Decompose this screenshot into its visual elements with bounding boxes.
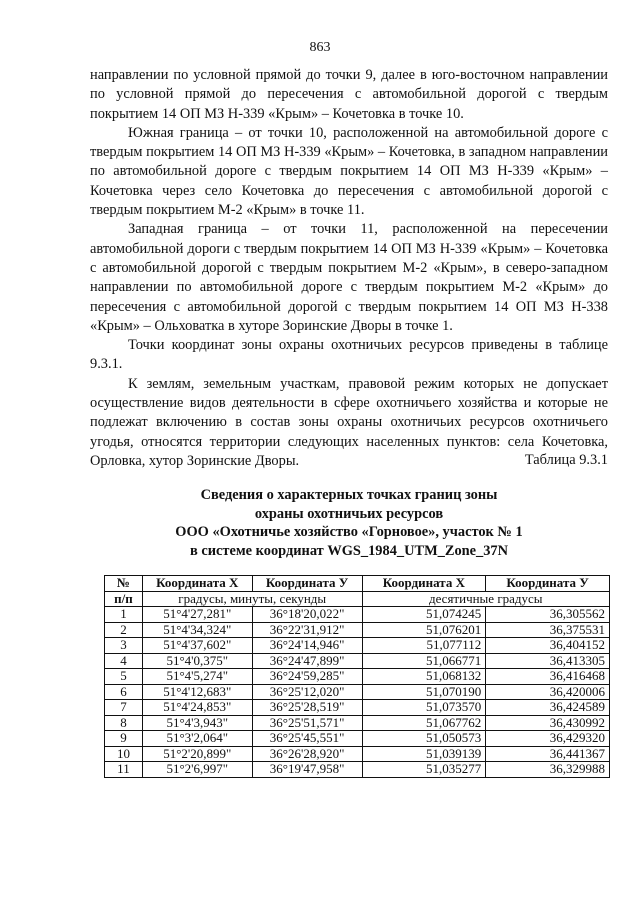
row-number: 6 <box>105 684 143 700</box>
header-y-dec: Координата У <box>486 576 610 592</box>
paragraph: Южная граница – от точки 10, расположенной на автомобильной дороге с твердым покрытием 14 ОП МЗ Н-339 «Крым» – Кочетовка, в западном направлении по автомобильной дороге с твердым покрытием 14 ОП МЗ Н-339 «Крым» – Кочетовка через село Кочетовка до пересечения с автомобильной дорогой с твердым покрытием М-2 «Крым» в точке 11. <box>90 124 608 219</box>
cell-x-dms: 51°2'20,899" <box>142 746 252 762</box>
table-body <box>105 607 610 778</box>
table-title-line: ООО «Охотничье хозяйство «Горновое», участок № 1 <box>175 524 523 540</box>
cell-x-dms: 51°3'2,064" <box>142 731 252 747</box>
cell-x-dms: 51°4'24,853" <box>142 700 252 716</box>
cell-y-dms: 36°18'20,022" <box>252 607 362 623</box>
row-number: 2 <box>105 622 143 638</box>
cell-x-dec: 51,077112 <box>362 638 486 654</box>
cell-y-dms: 36°25'51,571" <box>252 715 362 731</box>
header-x-dec: Координата X <box>362 576 486 592</box>
table-header-row <box>105 576 610 592</box>
row-number: 5 <box>105 669 143 685</box>
table-row <box>105 653 610 669</box>
coordinates-table <box>104 575 610 778</box>
subheader-dms: градусы, минуты, секунды <box>142 591 362 607</box>
cell-y-dec: 36,404152 <box>486 638 610 654</box>
body-text <box>90 66 608 471</box>
cell-x-dms: 51°4'3,943" <box>142 715 252 731</box>
header-y-dms: Координата У <box>252 576 362 592</box>
table-label: Таблица 9.3.1 <box>524 452 608 468</box>
cell-y-dms: 36°26'28,920" <box>252 746 362 762</box>
row-number: 7 <box>105 700 143 716</box>
cell-y-dec: 36,429320 <box>486 731 610 747</box>
subheader-dec: десятичные градусы <box>362 591 609 607</box>
page-number: 863 <box>309 40 331 55</box>
cell-y-dec: 36,413305 <box>486 653 610 669</box>
table-row <box>105 762 610 778</box>
table-row <box>105 622 610 638</box>
cell-x-dms: 51°4'37,602" <box>142 638 252 654</box>
table-row <box>105 700 610 716</box>
row-number: 11 <box>105 762 143 778</box>
cell-y-dms: 36°25'28,519" <box>252 700 362 716</box>
cell-y-dec: 36,329988 <box>486 762 610 778</box>
cell-y-dms: 36°25'45,551" <box>252 731 362 747</box>
cell-x-dec: 51,035277 <box>362 762 486 778</box>
cell-x-dec: 51,068132 <box>362 669 486 685</box>
row-number: 4 <box>105 653 143 669</box>
cell-x-dec: 51,039139 <box>362 746 486 762</box>
cell-y-dms: 36°24'47,899" <box>252 653 362 669</box>
row-number: 9 <box>105 731 143 747</box>
cell-y-dec: 36,375531 <box>486 622 610 638</box>
cell-y-dms: 36°25'12,020" <box>252 684 362 700</box>
cell-y-dms: 36°22'31,912" <box>252 622 362 638</box>
cell-y-dms: 36°24'14,946" <box>252 638 362 654</box>
cell-x-dec: 51,073570 <box>362 700 486 716</box>
cell-x-dms: 51°4'34,324" <box>142 622 252 638</box>
cell-y-dec: 36,424589 <box>486 700 610 716</box>
header-x-dms: Координата X <box>142 576 252 592</box>
cell-x-dec: 51,050573 <box>362 731 486 747</box>
cell-y-dms: 36°19'47,958" <box>252 762 362 778</box>
table-row <box>105 746 610 762</box>
cell-x-dms: 51°2'6,997" <box>142 762 252 778</box>
row-number: 3 <box>105 638 143 654</box>
row-number: 8 <box>105 715 143 731</box>
row-number: 1 <box>105 607 143 623</box>
cell-y-dms: 36°24'59,285" <box>252 669 362 685</box>
cell-y-dec: 36,441367 <box>486 746 610 762</box>
cell-x-dec: 51,074245 <box>362 607 486 623</box>
table-row <box>105 715 610 731</box>
cell-y-dec: 36,430992 <box>486 715 610 731</box>
cell-x-dec: 51,066771 <box>362 653 486 669</box>
table-row <box>105 669 610 685</box>
cell-y-dec: 36,416468 <box>486 669 610 685</box>
cell-x-dms: 51°4'0,375" <box>142 653 252 669</box>
header-number: № <box>105 576 143 592</box>
paragraph: направлении по условной прямой до точки 9, далее в юго-восточном направлении по условной прямой до пересечения с автомобильной дорогой с твердым покрытием 14 ОП МЗ Н-339 «Крым» – Кочетовка в точке 10. <box>90 67 608 122</box>
cell-x-dec: 51,067762 <box>362 715 486 731</box>
table-title-line: Сведения о характерных точках границ зоны <box>200 487 498 503</box>
paragraph: Точки координат зоны охраны охотничьих ресурсов приведены в таблице 9.3.1. <box>90 337 608 373</box>
table-row <box>105 638 610 654</box>
cell-x-dec: 51,070190 <box>362 684 486 700</box>
cell-y-dec: 36,305562 <box>486 607 610 623</box>
table-row <box>105 684 610 700</box>
table-title-line: охраны охотничьих ресурсов <box>254 505 444 522</box>
cell-x-dms: 51°4'27,281" <box>142 607 252 623</box>
cell-x-dec: 51,076201 <box>362 622 486 638</box>
table-row <box>105 731 610 747</box>
paragraph: К землям, земельным участкам, правовой режим которых не допускает осуществление видов деятельности в сфере охотничьего хозяйства и которые не подлежат включению в состав зоны охраны охотничьих ресурсов охотничьего угодья, относятся территории следующих населенных пунктов: села Кочетовка, Орловка, хутор Зоринские Дворы. <box>90 375 608 469</box>
row-number: 10 <box>105 746 143 762</box>
cell-x-dms: 51°4'12,683" <box>142 684 252 700</box>
table-title-line: в системе координат WGS_1984_UTM_Zone_37N <box>189 542 509 559</box>
paragraph: Западная граница – от точки 11, расположенной на пересечении автомобильной дороги с твердым покрытием 14 ОП МЗ Н-339 «Крым» – Кочетовка с автомобильной дорогой с твердым покрытием М-2 «Крым», в северо-западном направлении по автомобильной дороге с твердым покрытием М-2 «Крым» до пересечения с автомобильной дорогой с твердым покрытием 14 ОП МЗ Н-338 «Крым» – Ольховатка в хуторе Зоринские Дворы в точке 1. <box>90 221 608 334</box>
table-row <box>105 607 610 623</box>
cell-y-dec: 36,420006 <box>486 684 610 700</box>
table-subheader-row <box>105 591 610 607</box>
cell-x-dms: 51°4'5,274" <box>142 669 252 685</box>
header-number-sub: п/п <box>105 591 143 607</box>
table-title <box>90 486 608 560</box>
